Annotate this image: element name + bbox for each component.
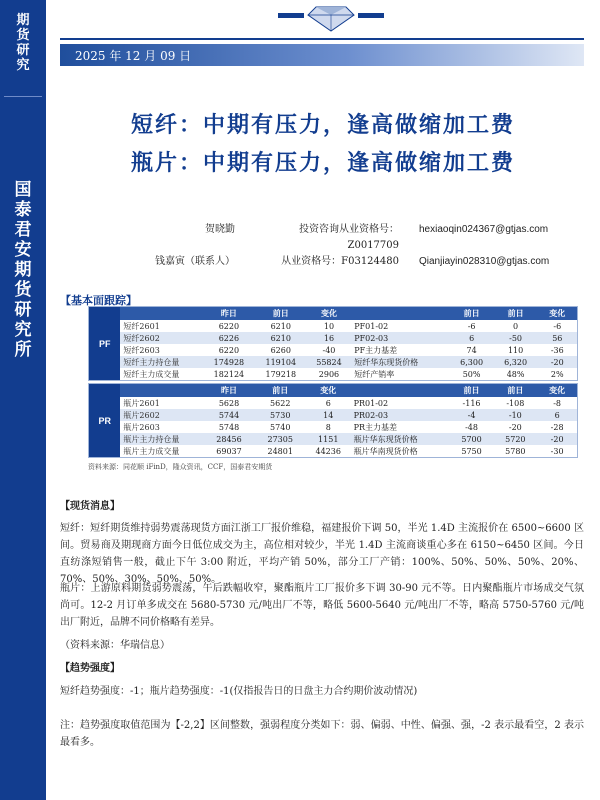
- pf-table: [120, 307, 577, 380]
- table-row: [120, 344, 577, 356]
- table-cell: 短纤2603: [123, 345, 160, 355]
- table-cell: 5780: [505, 446, 526, 456]
- table-cell: 6,300: [450, 356, 494, 368]
- report-title-1: 短纤：中期有压力，逢高做缩加工费: [130, 112, 515, 138]
- table-cell: -4: [450, 409, 494, 421]
- table-cell: 5700: [450, 433, 494, 445]
- table-source-note: 资料来源：同花顺 iFinD，隆众资讯，CCF，国泰君安期货: [88, 463, 273, 471]
- sidebar-research-label: [0, 0, 46, 85]
- table-cell: -36: [550, 345, 564, 355]
- table-cell: 短纤华东现货价格: [351, 356, 449, 368]
- table-cell: -116: [462, 398, 481, 408]
- table-cell: 174928: [203, 356, 255, 368]
- sidebar-char: 君: [14, 220, 32, 240]
- author-name: 钱嘉寅（联系人）: [155, 256, 235, 267]
- table-cell: 短纤主力成交量: [123, 369, 180, 379]
- table-row: [120, 421, 577, 433]
- table-header-cell: 昨日: [203, 384, 254, 397]
- table-cell: -20: [508, 422, 522, 432]
- table-cell: 5750: [461, 446, 482, 456]
- table-cell: 27305: [255, 433, 306, 445]
- table-header-row: [120, 307, 577, 320]
- table-cell: 179218: [265, 369, 297, 379]
- table-cell: 瓶片华南现货价格: [353, 446, 418, 456]
- table-cell: 6260: [270, 345, 291, 355]
- section-basic-heading: 【基本面跟踪】: [60, 294, 137, 307]
- table-cell: 182124: [213, 369, 245, 379]
- table-header-cell: [351, 384, 450, 397]
- table-row: [120, 356, 577, 368]
- table-row: [120, 368, 577, 380]
- table-cell: -20: [538, 356, 577, 368]
- table-cell: 6220: [218, 345, 240, 355]
- table-cell: 1151: [306, 433, 351, 445]
- pf-table-block: [88, 306, 578, 381]
- header: [46, 0, 600, 38]
- author-license: 投资咨询从业资格号：Z0017709: [299, 224, 399, 251]
- table-cell: 74: [466, 345, 477, 355]
- table-header-cell: 昨日: [203, 307, 255, 320]
- table-cell: -40: [322, 345, 336, 355]
- table-cell: 50%: [462, 369, 481, 379]
- table-cell: 14: [306, 409, 351, 421]
- table-cell: 16: [307, 332, 352, 344]
- table-cell: -50: [494, 332, 538, 344]
- table-cell: 2%: [550, 369, 564, 379]
- author-row: [150, 222, 549, 254]
- sidebar-company-name: [0, 180, 46, 360]
- table-cell: -28: [550, 422, 564, 432]
- table-cell: -6: [467, 321, 476, 331]
- report-date: 2025 年 12 月 09 日: [75, 49, 192, 63]
- author-license: 从业资格号：F03124480: [281, 256, 399, 267]
- table-cell: 5622: [270, 398, 291, 408]
- table-header-cell: [351, 307, 449, 320]
- sidebar-char: 安: [14, 240, 32, 260]
- table-cell: 瓶片主力持仓量: [120, 433, 203, 445]
- table-header-cell: 前日: [450, 384, 494, 397]
- sidebar-char: 究: [14, 320, 32, 340]
- pr-table-block: [88, 383, 578, 458]
- author-email: Qianjiayin028310@gtjas.com: [419, 256, 550, 267]
- table-row: [120, 409, 577, 421]
- table-cell: 44236: [315, 446, 341, 456]
- table-cell: 24801: [267, 446, 293, 456]
- table-cell: 110: [507, 345, 524, 355]
- sidebar-char: 究: [16, 57, 30, 73]
- sidebar-char: 所: [14, 340, 32, 360]
- author-email: hexiaoqin024367@gtjas.com: [419, 224, 549, 235]
- table-cell: 6210: [255, 332, 307, 344]
- sidebar-divider: [4, 96, 42, 97]
- table-cell: PF01-02: [354, 321, 389, 331]
- table-cell: 瓶片2603: [123, 422, 160, 432]
- table-cell: 69037: [216, 446, 242, 456]
- report-title-2: 瓶片：中期有压力，逢高做缩加工费: [130, 150, 515, 176]
- diamond-logo-icon: [276, 3, 386, 33]
- paragraph-bottle-chip: 瓶片：上游原料期货弱势震荡，午后跌幅收窄，聚酯瓶片工厂报价多下调 30-90 元不等。日内聚酯瓶片市场成交气氛尚可。12-2 月订单多成交在 5680-5730 元/吨出厂不等，略低 5600-5640 元/吨出厂不等，略高 5750-5760 元/吨出厂附近，品牌不同价格略有差异。: [60, 583, 584, 628]
- table-row: [120, 332, 577, 344]
- table-cell: -8: [553, 398, 562, 408]
- fundamentals-tables: [88, 306, 578, 460]
- section-trend-heading: 【趋势强度】: [60, 663, 120, 674]
- table-cell: -108: [506, 398, 525, 408]
- table-cell: 5740: [270, 422, 291, 432]
- table-row: [120, 445, 577, 457]
- table-cell: 6: [537, 409, 577, 421]
- table-cell: 48%: [506, 369, 525, 379]
- table-cell: 6226: [203, 332, 255, 344]
- sidebar-char: 货: [14, 280, 32, 300]
- table-header-cell: 变化: [306, 384, 351, 397]
- table-cell: -20: [537, 433, 577, 445]
- table-cell: 6: [325, 398, 331, 408]
- author-name: 贺晓勤: [205, 224, 235, 235]
- table-header-cell: [120, 384, 203, 397]
- table-header-row: [120, 384, 577, 397]
- table-cell: 5720: [493, 433, 537, 445]
- sidebar-char: 国: [14, 180, 32, 200]
- table-cell: -30: [550, 446, 564, 456]
- table-cell: PR02-03: [351, 409, 450, 421]
- table-header-cell: 前日: [493, 384, 537, 397]
- table-cell: -6: [553, 321, 562, 331]
- table-header-cell: 前日: [494, 307, 538, 320]
- table-cell: 10: [323, 321, 335, 331]
- table-cell: PF02-03: [351, 332, 449, 344]
- sidebar-char: 泰: [14, 200, 32, 220]
- paragraph-source: （资料来源：华瑞信息）: [60, 640, 170, 651]
- author-row: [150, 254, 549, 270]
- table-cell: 5748: [218, 422, 240, 432]
- table-cell: 短纤主力持仓量: [120, 356, 203, 368]
- table-cell: 55824: [307, 356, 352, 368]
- pr-table: [120, 384, 577, 457]
- table-row: [120, 397, 577, 409]
- table-cell: -10: [493, 409, 537, 421]
- sidebar-char: 期: [14, 260, 32, 280]
- table-cell: 2906: [318, 369, 340, 379]
- authors: [150, 222, 549, 270]
- paragraph-note: 注：趋势强度取值范围为【-2,2】区间整数，强弱程度分类如下：弱、偏弱、中性、偏强、强，-2 表示最看空，2 表示最看多。: [60, 720, 584, 748]
- table-cell: 短纤2602: [120, 332, 203, 344]
- section-spot-heading: 【现货消息】: [60, 501, 120, 512]
- sidebar-char: 期: [16, 12, 30, 28]
- table-cell: 瓶片2602: [120, 409, 203, 421]
- table-cell: 6220: [218, 321, 240, 331]
- table-cell: 瓶片2601: [123, 398, 160, 408]
- table-cell: 短纤产销率: [354, 369, 395, 379]
- table-cell: 5628: [218, 398, 240, 408]
- pr-label: PR: [89, 384, 120, 457]
- pf-label: PF: [89, 307, 120, 380]
- table-header-cell: 前日: [255, 307, 307, 320]
- table-row: [120, 433, 577, 445]
- table-header-cell: 变化: [307, 307, 352, 320]
- table-cell: 5730: [255, 409, 306, 421]
- table-cell: 短纤2601: [123, 321, 160, 331]
- sidebar-char: 研: [16, 42, 30, 58]
- sidebar-char: 货: [16, 27, 30, 43]
- table-header-cell: 前日: [255, 384, 306, 397]
- table-cell: -48: [465, 422, 478, 432]
- table-header-cell: 前日: [450, 307, 494, 320]
- table-cell: 6210: [270, 321, 291, 331]
- table-cell: 5744: [203, 409, 254, 421]
- table-cell: 瓶片主力成交量: [123, 446, 180, 456]
- table-header-cell: [120, 307, 203, 320]
- table-cell: 28456: [203, 433, 254, 445]
- table-header-cell: 变化: [537, 384, 577, 397]
- header-rule: [60, 38, 584, 40]
- table-cell: 0: [513, 321, 519, 331]
- table-cell: 6: [450, 332, 494, 344]
- table-row: [120, 320, 577, 332]
- sidebar-char: 研: [14, 300, 32, 320]
- table-cell: PR01-02: [353, 398, 389, 408]
- table-cell: PR主力基差: [353, 422, 398, 432]
- table-cell: 6,320: [494, 356, 538, 368]
- table-cell: 56: [538, 332, 577, 344]
- table-cell: 瓶片华东现货价格: [351, 433, 450, 445]
- table-cell: 119104: [255, 356, 307, 368]
- paragraph-staple-fiber: 短纤：短纤期货维持弱势震荡现货方面江浙工厂报价维稳，福建报价下调 50，半光 1.4D 主流报价在 6500~6600 区间。贸易商及期现商方面今日低位成交为主，高位相对较少，半光 1.4D 主流商谈重心多在 6150~6450 区间。今日直纺涤短销售一般，截止下午 3:00 附近，平均产销 50%，部分工厂产销：100%、50%、50%、50%、20%、70%、50%、30%、50%、50%。: [60, 523, 584, 585]
- table-cell: 8: [325, 422, 331, 432]
- table-cell: PF主力基差: [354, 345, 398, 355]
- table-header-cell: 变化: [538, 307, 577, 320]
- paragraph-trend: 短纤趋势强度：-1；瓶片趋势强度：-1(仅指报告日的日盘主力合约期价波动情况): [60, 686, 418, 697]
